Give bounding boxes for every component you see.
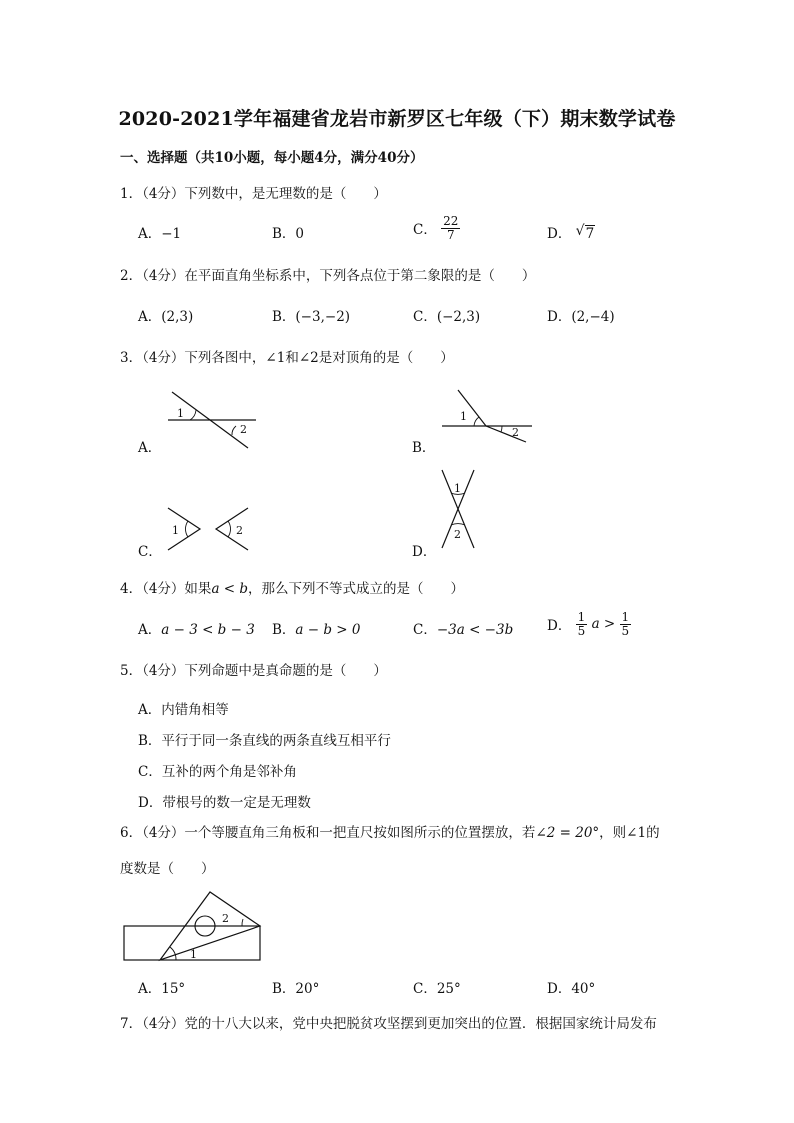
fraction [620, 611, 632, 637]
q5-option-b: B．平行于同一条直线的两条直线互相平行 [138, 733, 391, 749]
q1-option-a: A．−1 [138, 226, 182, 242]
q3-figure-c [160, 500, 270, 560]
q3-option-d: D． [412, 544, 437, 560]
q3-figure-a [160, 386, 270, 456]
q2-option-a: A．(2,3) [138, 309, 194, 325]
angle-1-label: 1 [177, 407, 184, 420]
q3-figure-b [436, 386, 546, 456]
page-title: 2020-2021学年福建省龙岩市新罗区七年级（下）期末数学试卷 [118, 108, 676, 130]
angle-2-label: 2 [236, 524, 243, 537]
q5-option-c: C．互补的两个角是邻补角 [138, 764, 297, 780]
angle-1-label: 1 [460, 410, 467, 423]
option-math: −3a < −3b [436, 622, 514, 638]
option-math: a − b > 0 [295, 622, 361, 638]
option-label: C． [413, 622, 437, 638]
option-label: D． [547, 618, 572, 635]
q1-option-d [547, 222, 595, 242]
question-6-stem [120, 821, 660, 841]
q5-option-a: A．内错角相等 [138, 702, 229, 718]
q4-option-b [272, 618, 361, 638]
q6-option-b: B．20° [272, 981, 320, 997]
q4-option-d [547, 611, 631, 637]
question-7-stem: 7．（4分）党的十八大以来，党中央把脱贫攻坚摆到更加突出的位置．根据国家统计局发布 [120, 1016, 657, 1032]
fraction-numerator: 1 [577, 610, 586, 624]
q4-option-c [413, 618, 513, 638]
stem-text: 4．（4分）如果 [120, 581, 212, 597]
question-5-stem: 5．（4分）下列命题中是真命题的是（ ） [120, 663, 387, 679]
question-1-stem: 1．（4分）下列数中，是无理数的是（ ） [120, 186, 387, 202]
section-heading: 一、选择题（共10小题，每小题4分，满分40分） [120, 150, 424, 166]
q3-option-a: A． [138, 440, 162, 456]
q6-figure-triangle-ruler [120, 888, 270, 968]
q1-option-c-label: C． [413, 222, 437, 239]
option-math: a > [591, 616, 616, 633]
sqrt-sign-icon: √ [575, 223, 585, 239]
q6-option-c: C．25° [413, 981, 461, 997]
q3-figure-d [430, 466, 490, 552]
option-label: B． [272, 622, 296, 638]
sqrt-radicand: 7 [585, 226, 595, 242]
fraction-numerator: 1 [621, 610, 630, 624]
angle-1-label: 1 [454, 482, 461, 495]
q1-option-c-fraction [441, 215, 460, 241]
q3-option-b: B． [412, 440, 436, 456]
q4-option-a [138, 618, 255, 638]
fraction [576, 611, 588, 637]
question-2-stem: 2．（4分）在平面直角坐标系中，下列各点位于第二象限的是（ ） [120, 268, 536, 284]
question-3-stem: 3．（4分）下列各图中，∠1和∠2是对顶角的是（ ） [120, 350, 454, 366]
fraction-numerator: 22 [443, 214, 459, 228]
angle-2-label: 2 [222, 912, 229, 925]
fraction-denominator: 5 [621, 623, 630, 638]
option-label: A． [138, 622, 162, 638]
angle-1-label: 1 [190, 948, 197, 961]
q2-option-b: B．(−3,−2) [272, 309, 351, 325]
option-math: a − 3 < b − 3 [161, 622, 255, 638]
fraction-denominator: 7 [446, 227, 455, 242]
q1-option-d-label: D． [547, 226, 572, 242]
stem-math: ∠2 = 20° [535, 825, 600, 841]
question-4-stem [120, 577, 464, 597]
q3-option-c: C． [138, 544, 162, 560]
fraction-denominator: 5 [577, 623, 586, 638]
q6-option-d: D．40° [547, 981, 596, 997]
q6-option-a: A．15° [138, 981, 186, 997]
q2-option-c: C．(−2,3) [413, 309, 481, 325]
q2-option-d: D．(2,−4) [547, 309, 615, 325]
stem-text: ，则∠1的 [599, 825, 660, 841]
angle-1-label: 1 [172, 524, 179, 537]
stem-text: 6．（4分）一个等腰直角三角板和一把直尺按如图所示的位置摆放，若 [120, 825, 536, 841]
question-6-stem-line-2: 度数是（ ） [120, 861, 215, 877]
angle-2-label: 2 [454, 528, 461, 541]
angle-2-label: 2 [240, 423, 247, 436]
stem-text: ，那么下列不等式成立的是（ ） [248, 581, 465, 597]
stem-math: a < b [211, 581, 249, 597]
q1-option-c [413, 215, 460, 241]
angle-2-label: 2 [512, 426, 519, 439]
q5-option-d: D．带根号的数一定是无理数 [138, 795, 311, 811]
q1-option-b: B．0 [272, 226, 305, 242]
sqrt-expression [575, 223, 596, 242]
